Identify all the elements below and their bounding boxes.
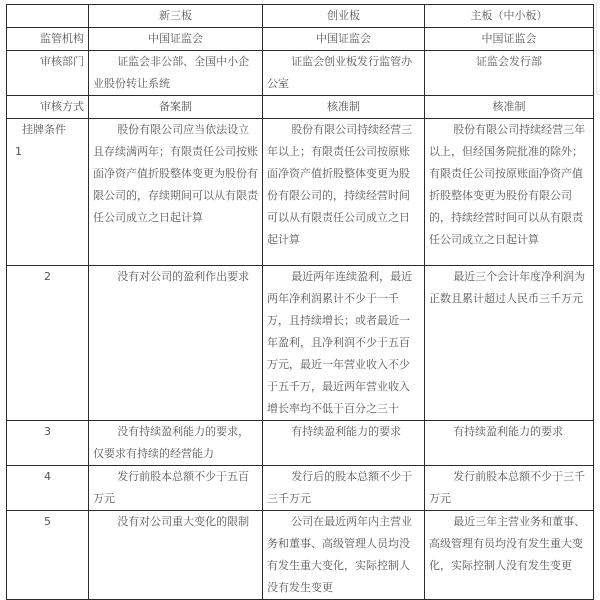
table-row-condition-1 [7, 119, 594, 266]
cell-xinsanban: 发行前股本总额不少于五百万元 [89, 466, 263, 511]
table-row-review-method [7, 96, 594, 119]
row-label: 挂牌条件 [22, 123, 66, 136]
cell-chuangyeban: 公司在最近两年内主营业务和董事、高级管理人员均没有发生重大变化，实际控制人没有发生变更 [263, 511, 425, 600]
cell-chuangyeban: 股份有限公司持续经营三年以上；有限责任公司按原账面净资产值折股整体变更为股份有限公司的，持续经营时间可以从有限责任公司成立之日起计算 [263, 119, 425, 266]
cell-xinsanban: 备案制 [89, 96, 263, 119]
cell-chuangyeban: 发行后的股本总额不少于三千万元 [263, 466, 425, 511]
table-row-condition-5 [7, 511, 594, 600]
row-number: 3 [7, 421, 89, 466]
row-label-cell [7, 119, 89, 266]
cell-xinsanban: 证监会非公部、全国中小企业股份转让系统 [89, 51, 263, 96]
cell-zhuban: 有持续盈利能力的要求 [425, 421, 594, 466]
cell-zhuban: 发行前股本总额不少于三千万元 [425, 466, 594, 511]
cell-zhuban: 最近三个会计年度净利润为正数且累计超过人民币三千万元 [425, 266, 594, 421]
cell-xinsanban: 没有对公司重大变化的限制 [89, 511, 263, 600]
header-chuangyeban: 创业板 [263, 5, 425, 28]
row-label: 监管机构 [7, 28, 89, 51]
cell-zhuban: 股份有限公司持续经营三年以上，但经国务院批准的除外；有限责任公司按原账面净资产值折股整体变更为股份有限公司的，持续经营时间可以从有限责任公司成立之日起计算 [425, 119, 594, 266]
cell-zhuban: 中国证监会 [425, 28, 594, 51]
row-label: 审核部门 [7, 51, 89, 96]
side-panel-edge [596, 2, 600, 95]
row-number: 5 [7, 511, 89, 600]
cell-chuangyeban: 有持续盈利能力的要求 [263, 421, 425, 466]
row-number: 4 [7, 466, 89, 511]
table-row-regulator [7, 28, 594, 51]
row-number: 1 [15, 145, 22, 158]
header-xinsanban: 新三板 [89, 5, 263, 28]
cell-zhuban: 核准制 [425, 96, 594, 119]
table-row-condition-4 [7, 466, 594, 511]
row-number: 2 [7, 266, 89, 421]
cell-zhuban: 证监会发行部 [425, 51, 594, 96]
cell-xinsanban: 没有对公司的盈利作出要求 [89, 266, 263, 421]
cell-chuangyeban: 证监会创业板发行监管办公室 [263, 51, 425, 96]
board-comparison-table [6, 4, 594, 600]
table-header-row [7, 5, 594, 28]
cell-chuangyeban: 最近两年连续盈利，最近两年净利润累计不少于一千万，且持续增长；或者最近一年盈利，且净利润不少于五百万元，最近一年营业收入不少于五千万，最近两年营业收入增长率均不低于百分之三十 [263, 266, 425, 421]
cell-chuangyeban: 中国证监会 [263, 28, 425, 51]
cell-xinsanban: 中国证监会 [89, 28, 263, 51]
header-corner-cell [7, 5, 89, 28]
row-label: 审核方式 [7, 96, 89, 119]
cell-xinsanban: 股份有限公司应当依法设立且存续满两年；有限责任公司按账面净资产值折股整体变更为股份有限公司的，存续期间可以从有限责任公司成立之日起计算 [89, 119, 263, 266]
table-row-condition-3 [7, 421, 594, 466]
table-row-review-department [7, 51, 594, 96]
header-zhuban: 主板（中小板） [425, 5, 594, 28]
table-row-condition-2 [7, 266, 594, 421]
cell-zhuban: 最近三年主营业务和董事、高级管理有员均没有发生重大变化，实际控制人没有发生变更 [425, 511, 594, 600]
cell-chuangyeban: 核准制 [263, 96, 425, 119]
cell-xinsanban: 没有持续盈利能力的要求，仅要求有持续的经营能力 [89, 421, 263, 466]
